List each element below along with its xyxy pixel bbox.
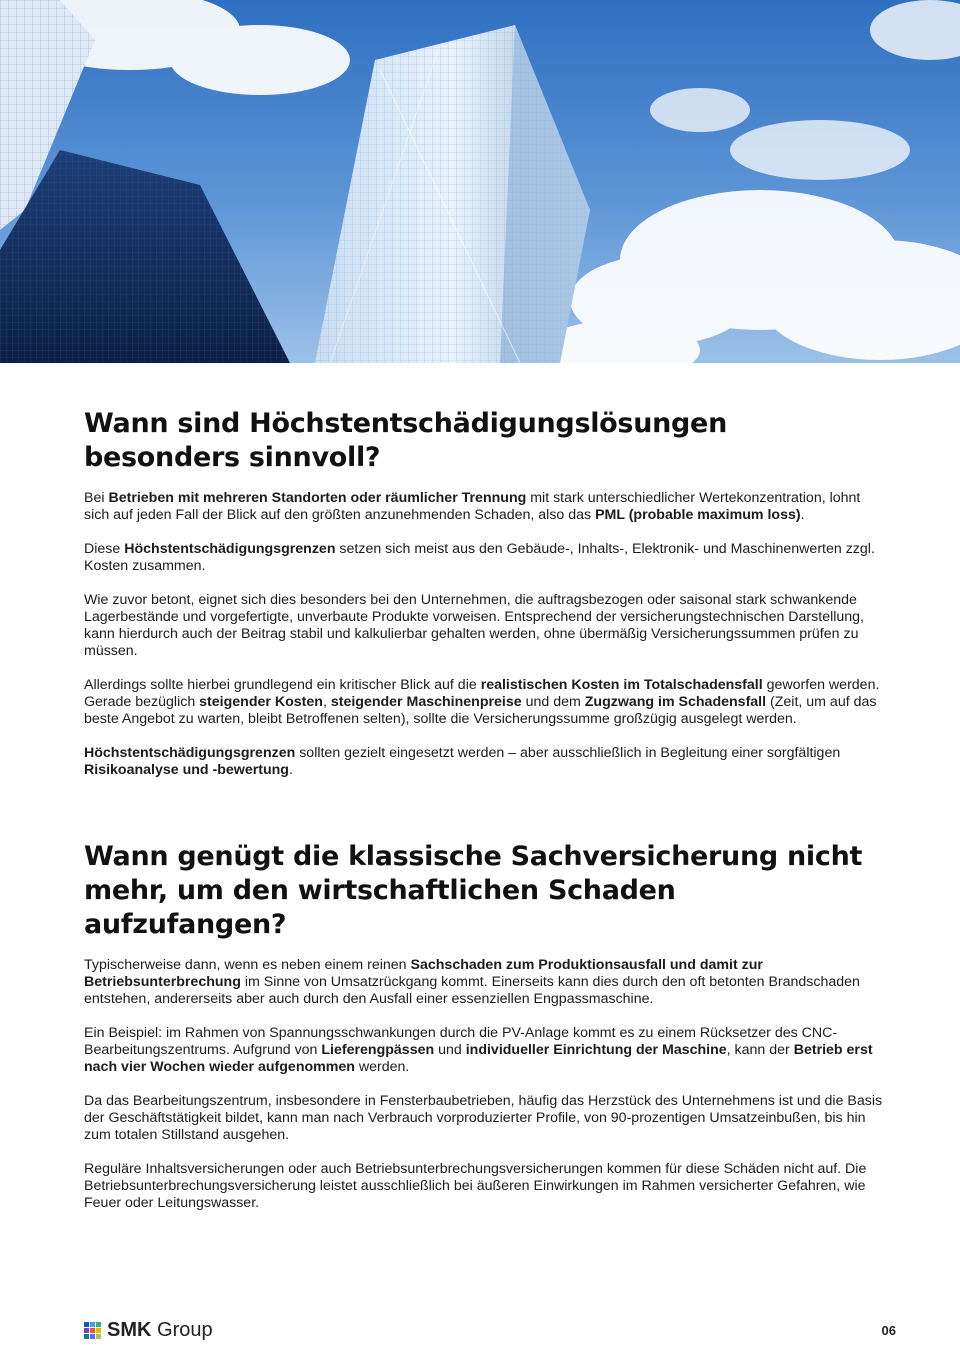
- logo-mark-icon: [84, 1322, 101, 1339]
- paragraph: Allerdings sollte hierbei grundlegend ein kritischer Blick auf die realistischen Kosten im Totalschadensfall geworfen werden. Gerade bezüglich steigender Kosten, steigender Maschinenpreise und dem Zugzwang im Schadensfall (Zeit, um auf das beste Angebot zu warten, bleibt Betroffenen selten), sollte die Versicherungssumme großzügig ausgelegt werden.: [84, 677, 880, 727]
- section-hoechstentschaedigung: [84, 407, 884, 779]
- paragraph: Höchstentschädigungsgrenzen sollten gezielt eingesetzt werden – aber ausschließlich in Begleitung einer sorgfältigen Risikoanalyse und -bewertung.: [84, 745, 841, 778]
- page-number: 06: [881, 1323, 896, 1338]
- section-heading: Wann sind Höchstentschädigungslösungen besonders sinnvoll?: [84, 408, 727, 473]
- brand-logo: [84, 1319, 213, 1342]
- paragraph: Bei Betrieben mit mehreren Standorten oder räumlicher Trennung mit stark unterschiedlicher Wertekonzentration, lohnt sich auf jeden Fall der Blick auf den größten anzunehmenden Schaden, also das PML (probable maximum loss).: [84, 490, 861, 523]
- hero-image: [0, 0, 960, 363]
- paragraph: Ein Beispiel: im Rahmen von Spannungsschwankungen durch die PV-Anlage kommt es zu einem Rücksetzer des CNC-Bearbeitungszentrums. Aufgrund von Lieferengpässen und individueller Einrichtung der Maschine, kann der Betrieb erst nach vier Wochen wieder aufgenommen werden.: [84, 1025, 873, 1075]
- paragraph: Wie zuvor betont, eignet sich dies besonders bei den Unternehmen, die auftragsbezogen oder saisonal stark schwankende Lagerbestände und vorgefertigte, unverbaute Produkte vorweisen. Entsprechend der versicherungstechnischen Darstellung, kann hierdurch auch der Beitrag stabil und kalkulierbar gehalten werden, ohne übermäßig Versicherungssummen prüfen zu müssen.: [84, 592, 865, 659]
- section-sachversicherung: [84, 840, 884, 1212]
- paragraph: Da das Bearbeitungszentrum, insbesondere in Fensterbaubetrieben, häufig das Herzstück des Unternehmens ist und die Basis der Geschäftstätigkeit bildet, kann man nach Verbrauch vorproduzierter Profile, von 90-prozentigen Umsatzeinbußen, bis hin zum totalen Stillstand ausgehen.: [84, 1093, 883, 1143]
- paragraph: Diese Höchstentschädigungsgrenzen setzen sich meist aus den Gebäude-, Inhalts-, Elektronik- und Maschinenwerten zzgl. Kosten zusammen.: [84, 541, 875, 574]
- brand-name: SMK Group: [107, 1319, 213, 1341]
- paragraph: Reguläre Inhaltsversicherungen oder auch Betriebsunterbrechungsversicherungen kommen für diese Schäden nicht auf. Die Betriebsunterbrechungsversicherung leistet ausschließlich bei äußeren Einwirkungen im Rahmen versicherter Gefahren, wie Feuer oder Leitungswasser.: [84, 1161, 867, 1211]
- paragraph: Typischerweise dann, wenn es neben einem reinen Sachschaden zum Produktionsausfall und damit zur Betriebsunterbrechung im Sinne von Umsatzrückgang kommt. Einerseits kann dies durch den oft betonten Brandschaden entstehen, andererseits aber auch durch den Ausfall einer essenziellen Engpassmaschine.: [84, 957, 860, 1007]
- page-footer: [84, 1318, 896, 1344]
- section-heading: Wann genügt die klassische Sachversicherung nicht mehr, um den wirtschaftlichen Schaden aufzufangen?: [84, 841, 863, 940]
- main-content: [84, 407, 884, 1229]
